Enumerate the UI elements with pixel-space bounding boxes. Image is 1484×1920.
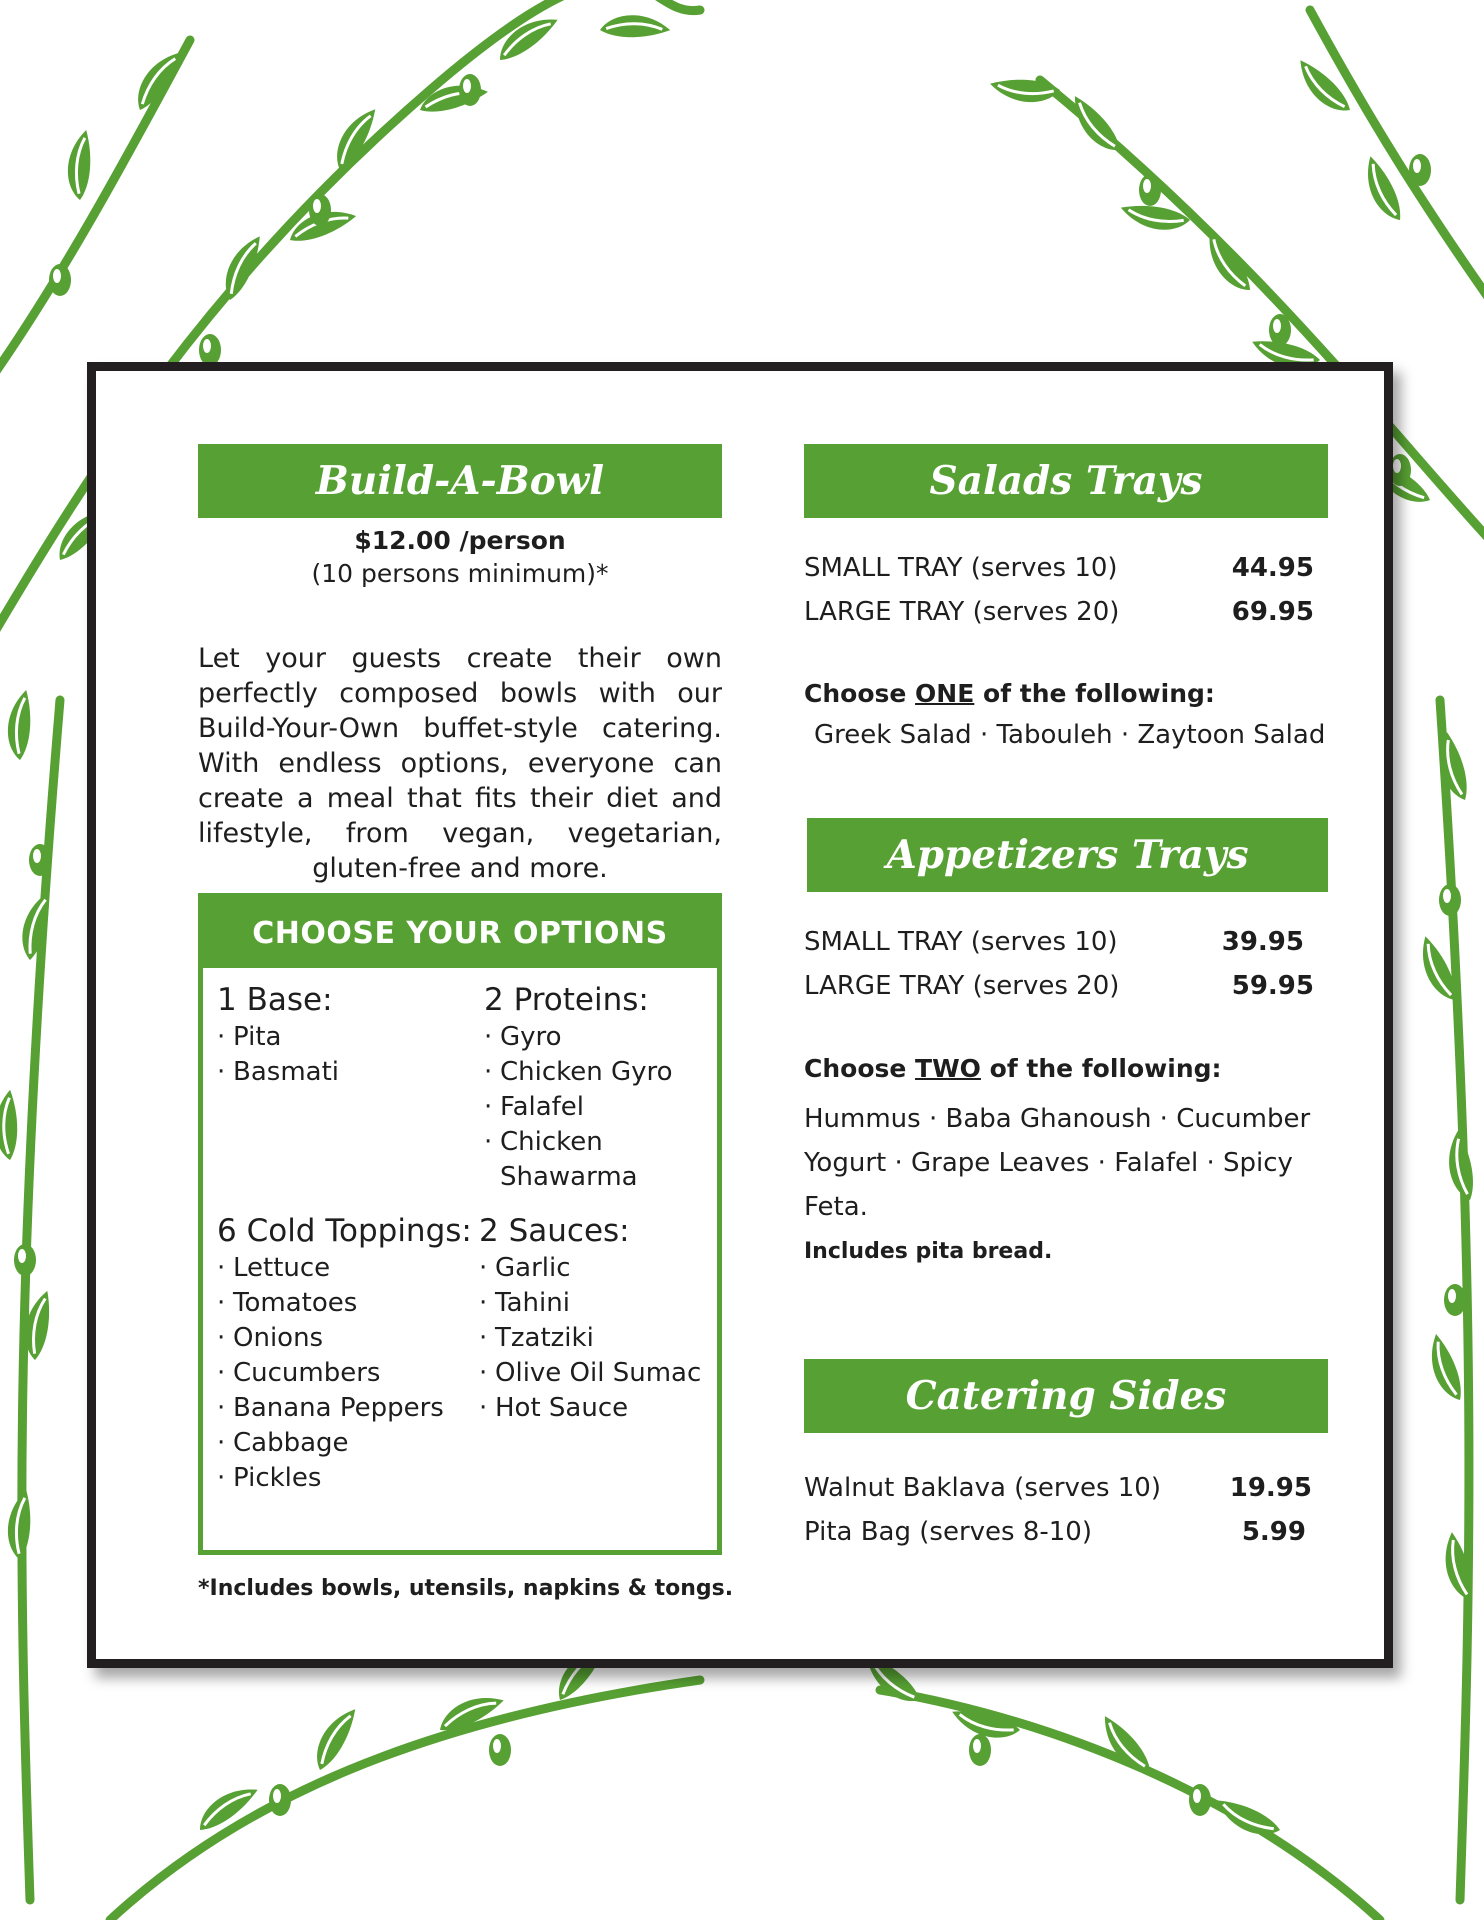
row-price: 59.95: [1231, 971, 1314, 1001]
list-item: · Garlic: [479, 1253, 571, 1283]
list-item: · Tahini: [479, 1288, 570, 1318]
appetizers-options-line: Yogurt · Grape Leaves · Falafel · Spicy: [804, 1148, 1293, 1178]
base-title: 1 Base:: [217, 982, 333, 1018]
base-group: [217, 980, 339, 1090]
row-price: 69.95: [1231, 597, 1314, 627]
sauces-group: [479, 1211, 701, 1426]
build-a-bowl-title: Build-A-Bowl: [315, 458, 605, 504]
list-item: · Gyro: [484, 1022, 562, 1052]
row-price: 5.99: [1241, 1517, 1306, 1547]
row-price: 19.95: [1229, 1473, 1312, 1503]
proteins-group: [484, 980, 673, 1195]
options-title: CHOOSE YOUR OPTIONS: [203, 898, 717, 968]
bowl-price: $12.00 /person: [354, 526, 566, 555]
list-item: · Banana Peppers: [217, 1393, 444, 1423]
list-item: · Cucumbers: [217, 1358, 381, 1388]
bowl-footnote: *Includes bowls, utensils, napkins & tongs.: [198, 1576, 734, 1601]
list-item: · Chicken: [484, 1127, 603, 1157]
list-item: · Lettuce: [217, 1253, 331, 1283]
appetizers-large-row: [804, 971, 1324, 1011]
proteins-title: 2 Proteins:: [484, 982, 649, 1018]
sides-baklava-row: [804, 1473, 1324, 1513]
base-list: [217, 1020, 339, 1090]
row-label: SMALL TRAY (serves 10): [804, 553, 1118, 583]
list-item: · Pickles: [217, 1463, 322, 1493]
build-a-bowl-header: [198, 444, 722, 518]
appetizers-header: [807, 818, 1328, 892]
list-item: Shawarma: [500, 1162, 638, 1192]
proteins-list: [484, 1020, 673, 1195]
salads-small-row: [804, 553, 1324, 593]
salads-choose-instruction: Choose ONE of the following:: [804, 679, 1215, 708]
list-item: · Chicken Gyro: [484, 1057, 673, 1087]
toppings-group: [217, 1211, 472, 1496]
row-label: SMALL TRAY (serves 10): [804, 927, 1118, 957]
toppings-title: 6 Cold Toppings:: [217, 1213, 472, 1249]
list-item: · Hot Sauce: [479, 1393, 629, 1423]
toppings-list: [217, 1251, 472, 1496]
salads-title: Salads Trays: [929, 458, 1203, 504]
row-label: Pita Bag (serves 8-10): [804, 1517, 1092, 1547]
bowl-description: Let your guests create their own perfectly composed bowls with our Build-Your-Own buffet-style catering. With endless options, everyone can create a meal that fits their diet and lifestyle, from vegan, vegetarian, gluten-free and more.: [198, 643, 722, 884]
options-box: [198, 893, 722, 1555]
sides-header: [804, 1359, 1328, 1433]
list-item: · Falafel: [484, 1092, 585, 1122]
appetizers-title: Appetizers Trays: [886, 832, 1249, 878]
list-item: · Olive Oil Sumac: [479, 1358, 702, 1388]
list-item: · Onions: [217, 1323, 324, 1353]
sauces-list: [479, 1251, 701, 1426]
list-item: · Tomatoes: [217, 1288, 358, 1318]
salads-large-row: [804, 597, 1324, 637]
row-label: LARGE TRAY (serves 20): [804, 971, 1120, 1001]
list-item: · Basmati: [217, 1057, 339, 1087]
menu-card: [87, 362, 1393, 1668]
appetizers-options: [804, 1097, 1324, 1229]
bowl-minimum: (10 persons minimum)*: [311, 559, 609, 588]
sides-pita-row: [804, 1517, 1324, 1557]
row-price: 39.95: [1221, 927, 1304, 957]
sauces-title: 2 Sauces:: [479, 1213, 630, 1249]
list-item: · Pita: [217, 1022, 282, 1052]
row-label: Walnut Baklava (serves 10): [804, 1473, 1161, 1503]
row-label: LARGE TRAY (serves 20): [804, 597, 1120, 627]
salads-options: Greek Salad · Tabouleh · Zaytoon Salad: [814, 720, 1326, 750]
appetizers-options-line: Hummus · Baba Ghanoush · Cucumber: [804, 1104, 1311, 1134]
sides-title: Catering Sides: [905, 1373, 1227, 1419]
list-item: · Tzatziki: [479, 1323, 594, 1353]
list-item: · Cabbage: [217, 1428, 349, 1458]
appetizers-small-row: [804, 927, 1324, 967]
salads-header: [804, 444, 1328, 518]
appetizers-choose-instruction: Choose TWO of the following:: [804, 1054, 1222, 1083]
appetizers-note: Includes pita bread.: [804, 1239, 1053, 1264]
row-price: 44.95: [1231, 553, 1314, 583]
appetizers-options-line: Feta.: [804, 1192, 868, 1222]
